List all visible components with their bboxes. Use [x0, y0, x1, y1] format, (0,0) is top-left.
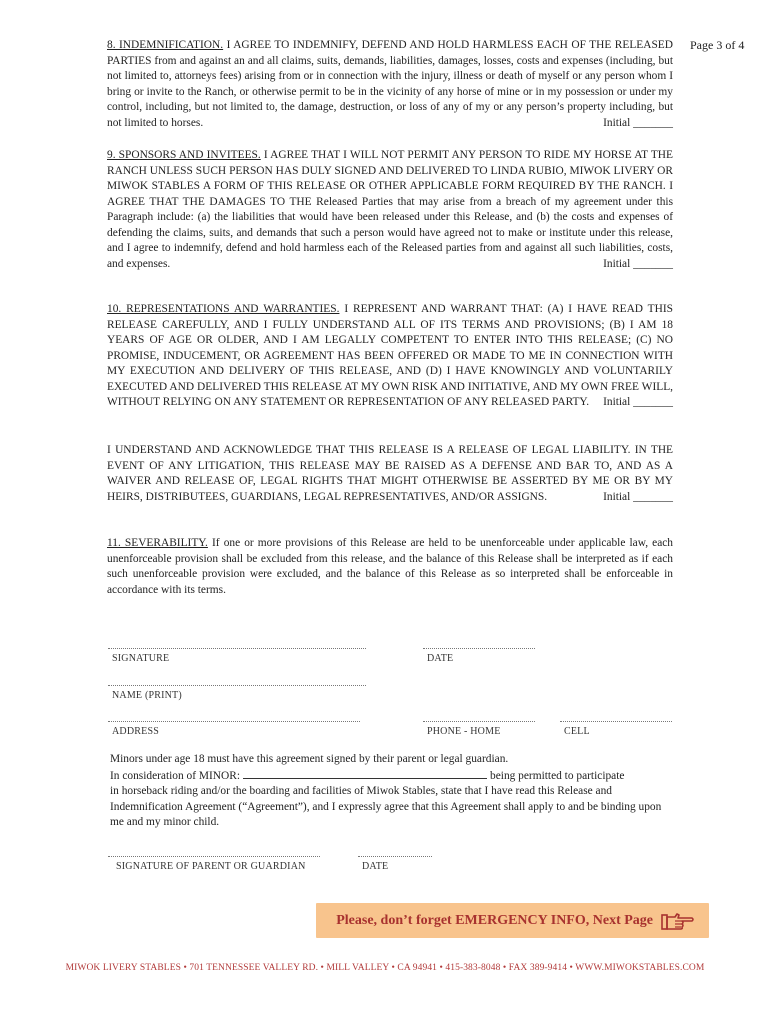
address-field[interactable] [108, 709, 360, 737]
signature-label: SIGNATURE [112, 653, 170, 664]
phone-home-field[interactable] [423, 709, 535, 737]
minors-agreement-text: in horseback riding and/or the boarding and facilities of Miwok Stables, state that I have read this Release and Indemnification Agreement (“Agreement”), and I expressly agree that this Agreement shall apply to and be binding upon me and my minor child. [110, 785, 662, 828]
minors-consideration [110, 768, 666, 785]
minor-prefix: In consideration of MINOR: [110, 769, 241, 782]
section-sponsors-invitees [107, 148, 673, 272]
severability-body: If one or more provisions of this Release are held to be unenforceable under applicable law, each unenforceable provision shall be excluded from this release, and the balance of this Release shall be interpreted as if each such unenforceable provision were excluded, and the balance of this Release as so interpreted shall be enforceable in accordance with its terms. [107, 537, 674, 596]
cell-line[interactable] [560, 709, 672, 722]
acknowledgement-body: I UNDERSTAND AND ACKNOWLEDGE THAT THIS RELEASE IS A RELEASE OF LEGAL LIABILITY. IN THE EVENT OF ANY LITIGATION, THIS RELEASE MAY BE RAISED AS A DEFENSE AND BAR TO, AND AS A WAIVER AND RELEASE OF, LEGAL RIGHTS THAT MIGHT OTHERWISE BE ASSERTED BY ME OR BY MY HEIRS, DISTRIBUTEES, GUARDIANS, LEGAL REPRESENTATIVES, AND/OR ASSIGNS. [107, 444, 673, 503]
date-field[interactable] [423, 636, 535, 664]
sponsors-paragraph [107, 148, 673, 272]
acknowledgement-initial[interactable]: Initial _______ [603, 490, 673, 503]
acknowledgement-paragraph [107, 443, 673, 505]
parent-signature-field[interactable] [108, 844, 320, 872]
name-print-field[interactable] [108, 673, 366, 701]
date-line[interactable] [423, 636, 535, 649]
signature-field[interactable] [108, 636, 366, 664]
parent-signature-line[interactable] [108, 844, 320, 857]
section-acknowledgement [107, 443, 673, 505]
emergency-info-text: Please, don’t forget EMERGENCY INFO, Next Page [336, 912, 653, 928]
section-representations [107, 302, 673, 411]
severability-heading: 11. SEVERABILITY. [107, 537, 208, 549]
name-label: NAME (PRINT) [112, 690, 182, 701]
representations-initial[interactable]: Initial _______ [603, 396, 673, 408]
sponsors-initial[interactable]: Initial _______ [603, 257, 673, 270]
representations-body: I REPRESENT AND WARRANT THAT: (A) I HAVE READ THIS RELEASE CAREFULLY, AND I FULLY UNDERSTAND ALL OF ITS TERMS AND PROVISIONS; (B) I AM 18 YEARS OF AGE OR OLDER, AND I AM LEGALLY COMPETENT TO ENTER INTO THIS RELEASE; (C) NO PROMISE, INDUCEMENT, OR AGREEMENT HAS BEEN OFFERED OR MADE TO ME IN CONNECTION WITH MY EXECUTION AND DELIVERY OF THIS RELEASE, AND (D) I HAVE KNOWINGLY AND VOLUNTARILY EXECUTED AND DELIVERED THIS RELEASE AT MY OWN RISK AND INITIATIVE, AND MY OWN FREE WILL, WITHOUT RELYING ON ANY STATEMENT OR REPRESENTATION OF ANY RELEASED PARTY. [107, 303, 673, 408]
indemnification-initial[interactable]: Initial _______ [603, 116, 673, 129]
minors-notice: Minors under age 18 must have this agreement signed by their parent or legal guardian. [110, 753, 509, 765]
indemnification-heading: 8. INDEMNIFICATION. [107, 39, 224, 51]
name-line[interactable] [108, 673, 366, 686]
representations-paragraph [107, 302, 673, 411]
pointing-hand-icon [661, 910, 695, 932]
sponsors-heading: 9. SPONSORS AND INVITEES. [107, 149, 261, 161]
indemnification-paragraph [107, 38, 673, 131]
page-number: Page 3 of 4 [690, 38, 745, 52]
representations-heading: 10. REPRESENTATIONS AND WARRANTIES. [107, 303, 340, 315]
parent-date-line[interactable] [358, 844, 432, 857]
emergency-info-banner [316, 903, 709, 938]
address-line[interactable] [108, 709, 360, 722]
phone-home-label: PHONE - HOME [427, 726, 501, 737]
cell-field[interactable] [560, 709, 672, 737]
phone-home-line[interactable] [423, 709, 535, 722]
parent-signature-label: SIGNATURE OF PARENT OR GUARDIAN [116, 861, 306, 872]
address-label: ADDRESS [112, 726, 159, 737]
severability-paragraph [107, 536, 673, 598]
sponsors-body: I AGREE THAT I WILL NOT PERMIT ANY PERSON TO RIDE MY HORSE AT THE RANCH UNLESS SUCH PERSON HAS DULY SIGNED AND DELIVERED TO LINDA RUBIO, MIWOK LIVERY OR MIWOK STABLES A FORM OF THIS RELEASE OR OTHER APPLICABLE FORM REQUIRED BY THE RANCH. I AGREE THAT THE DAMAGES TO THE Released Parties that may arise from a breach of my agreement under this Paragraph include: (a) the liabilities that would have been released under this Release, and (b) the costs and expenses of defending the claims, suits, and demands that such a person would have agreed not to make or institute under this release, and I agree to indemnify, defend and hold harmless each of the Released parties from and against all such liabilities, costs, and expenses. [107, 149, 673, 270]
minors-section [110, 752, 666, 831]
footer-address: MIWOK LIVERY STABLES • 701 TENNESSEE VALLEY RD. • MILL VALLEY • CA 94941 • 415-383-8048 • FAX 389-9414 • WWW.MIWOKSTABLES.COM [65, 963, 705, 973]
indemnification-body: I AGREE TO INDEMNIFY, DEFEND AND HOLD HARMLESS EACH OF THE RELEASED PARTIES from and against an and all claims, suits, demands, liabilities, damages, losses, costs and expenses (including, but not limited to, attorneys fees) arising from or in connection with the injury, illness or death of myself or any person whom I bring or invite to the Ranch, or otherwise permit to be in the vicinity of any horse of mine or in my possession or under my control, including, but not limited to, the damage, destruction, or loss of any of my or any person’s property including, but not limited to horses. [107, 39, 673, 129]
cell-label: CELL [564, 726, 590, 737]
parent-date-label: DATE [362, 861, 389, 872]
minor-suffix: being permitted to participate [490, 769, 625, 782]
signature-line[interactable] [108, 636, 366, 649]
section-indemnification [107, 38, 673, 131]
section-severability [107, 536, 673, 598]
date-label: DATE [427, 653, 454, 664]
parent-date-field[interactable] [358, 844, 432, 872]
minor-name-blank[interactable] [243, 768, 487, 779]
